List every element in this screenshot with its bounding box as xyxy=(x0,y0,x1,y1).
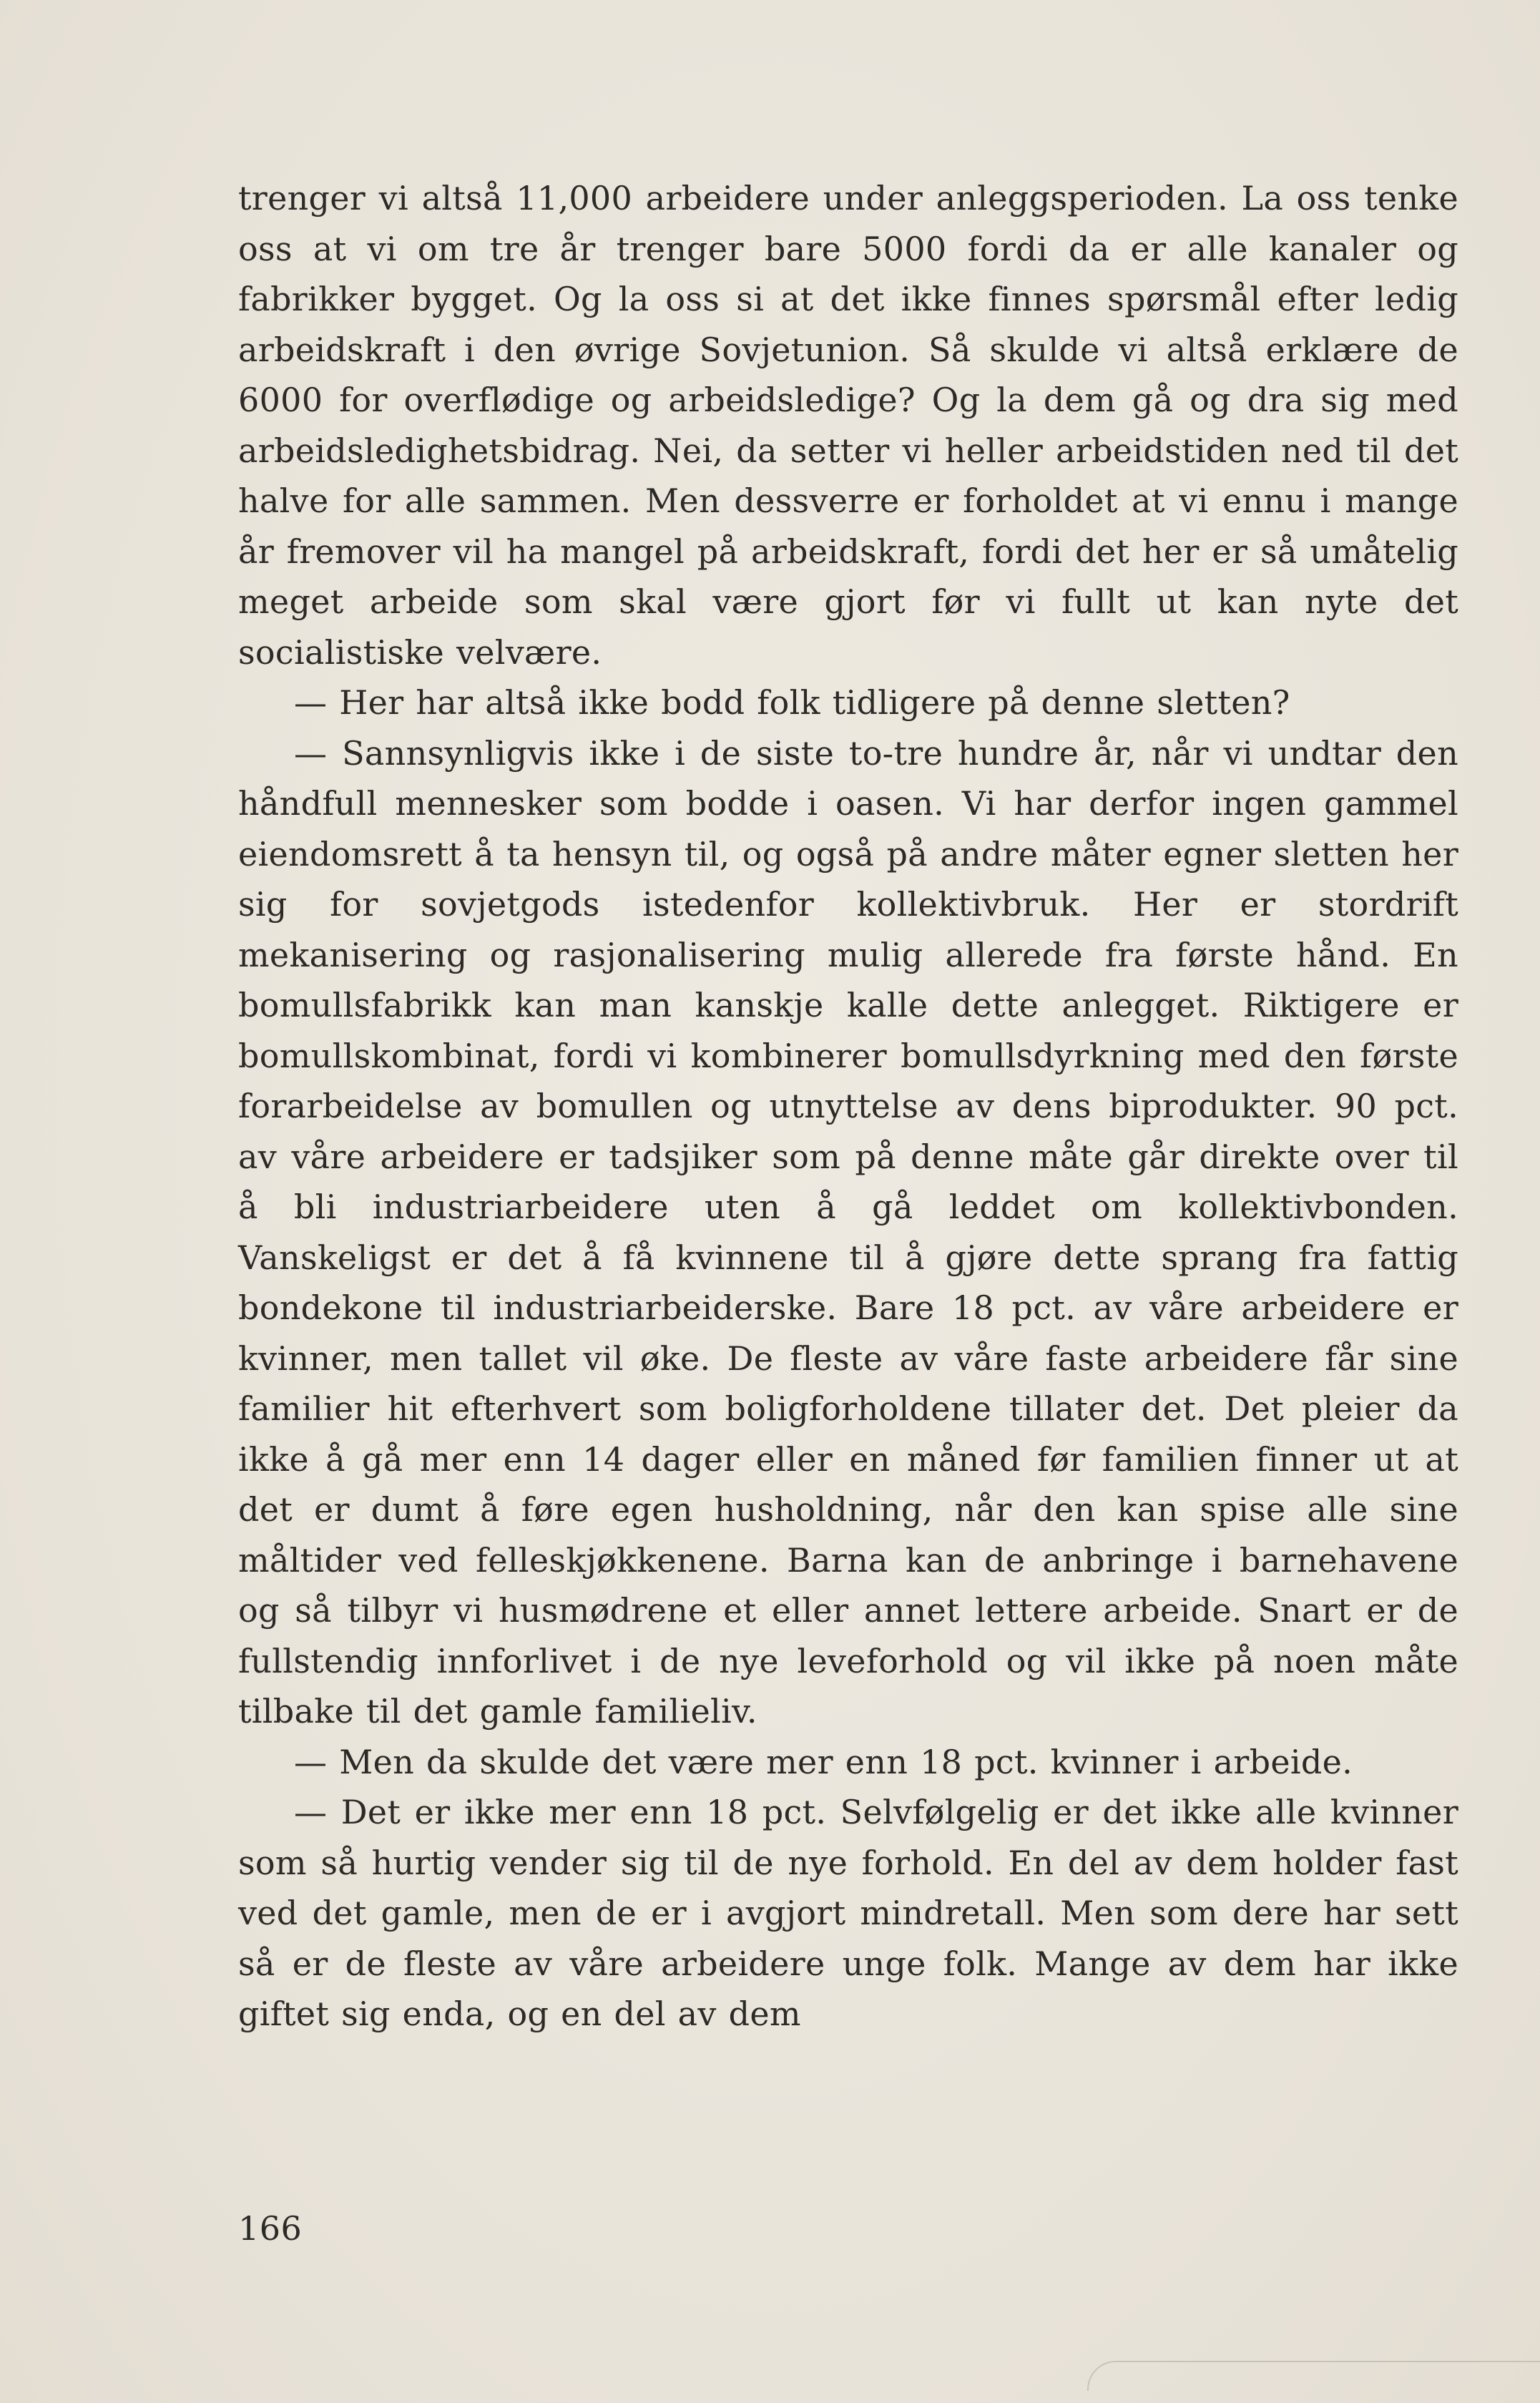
paragraph: — Her har altså ikke bodd folk tidligere på denne sletten? xyxy=(294,683,1290,722)
body-text xyxy=(238,173,1458,2040)
paragraph: — Sannsynligvis ikke i de siste to-tre hundre år, når vi undtar den håndfull mennesker som bodde i oasen. Vi har derfor ingen gammel eiendomsrett å ta hensyn til, og også på andre måter egner sletten her sig for sovjetgods istedenfor kollektivbruk. Her er stordrift mekanisering og rasjonalisering mulig allerede fra første hånd. En bomullsfabrikk kan man kanskje kalle dette anlegget. Riktigere er bomullskombinat, fordi vi kombinerer bomullsdyrkning med den første forarbeidelse av bomullen og utnyttelse av dens biprodukter. 90 pct. av våre arbeidere er tadsjiker som på denne måte går direkte over til å bli industriarbeidere uten å gå leddet om kollektivbonden. Vanskeligst er det å få kvinnene til å gjøre dette sprang fra fattig bondekone til industriarbeiderske. Bare 18 pct. av våre arbeidere er kvinner, men tallet vil øke. De fleste av våre faste arbeidere får sine familier hit efterhvert som boligforholdene tillater det. Det pleier da ikke å gå mer enn 14 dager eller en måned før familien finner ut at det er dumt å føre egen husholdning, når den kan spise alle sine måltider ved felleskjøkkenene. Barna kan de anbringe i barnehavene og så tilbyr vi husmødrene et eller annet lettere arbeide. Snart er de fullstendig innforlivet i de nye leveforhold og vil ikke på noen måte tilbake til det gamle familieliv. xyxy=(238,733,1458,1731)
page-edge-mark xyxy=(1087,2361,1540,2391)
paragraph: trenger vi altså 11,000 arbeidere under anleggsperioden. La oss tenke oss at vi om tre år trenger bare 5000 fordi da er alle kanaler og fabrikker bygget. Og la oss si at det ikke finnes spørsmål efter ledig arbeidskraft i den øvrige Sovjetunion. Så skulde vi altså erklære de 6000 for overflødige og arbeidsledige? Og la dem gå og dra sig med arbeidsledighetsbidrag. Nei, da setter vi heller arbeidstiden ned til det halve for alle sammen. Men dessverre er forholdet at vi ennu i mange år fremover vil ha mangel på arbeidskraft, fordi det her er så umåtelig meget arbeide som skal være gjort før vi fullt ut kan nyte det socialistiske velvære. xyxy=(238,179,1458,672)
paragraph: — Men da skulde det være mer enn 18 pct. kvinner i arbeide. xyxy=(294,1742,1353,1781)
paragraph: — Det er ikke mer enn 18 pct. Selvfølgelig er det ikke alle kvinner som så hurtig vender sig til de nye forhold. En del av dem holder fast ved det gamle, men de er i avgjort mindretall. Men som dere har sett så er de fleste av våre arbeidere unge folk. Mange av dem har ikke giftet sig enda, og en del av dem xyxy=(238,1793,1458,2033)
page-number: 166 xyxy=(238,2209,303,2248)
